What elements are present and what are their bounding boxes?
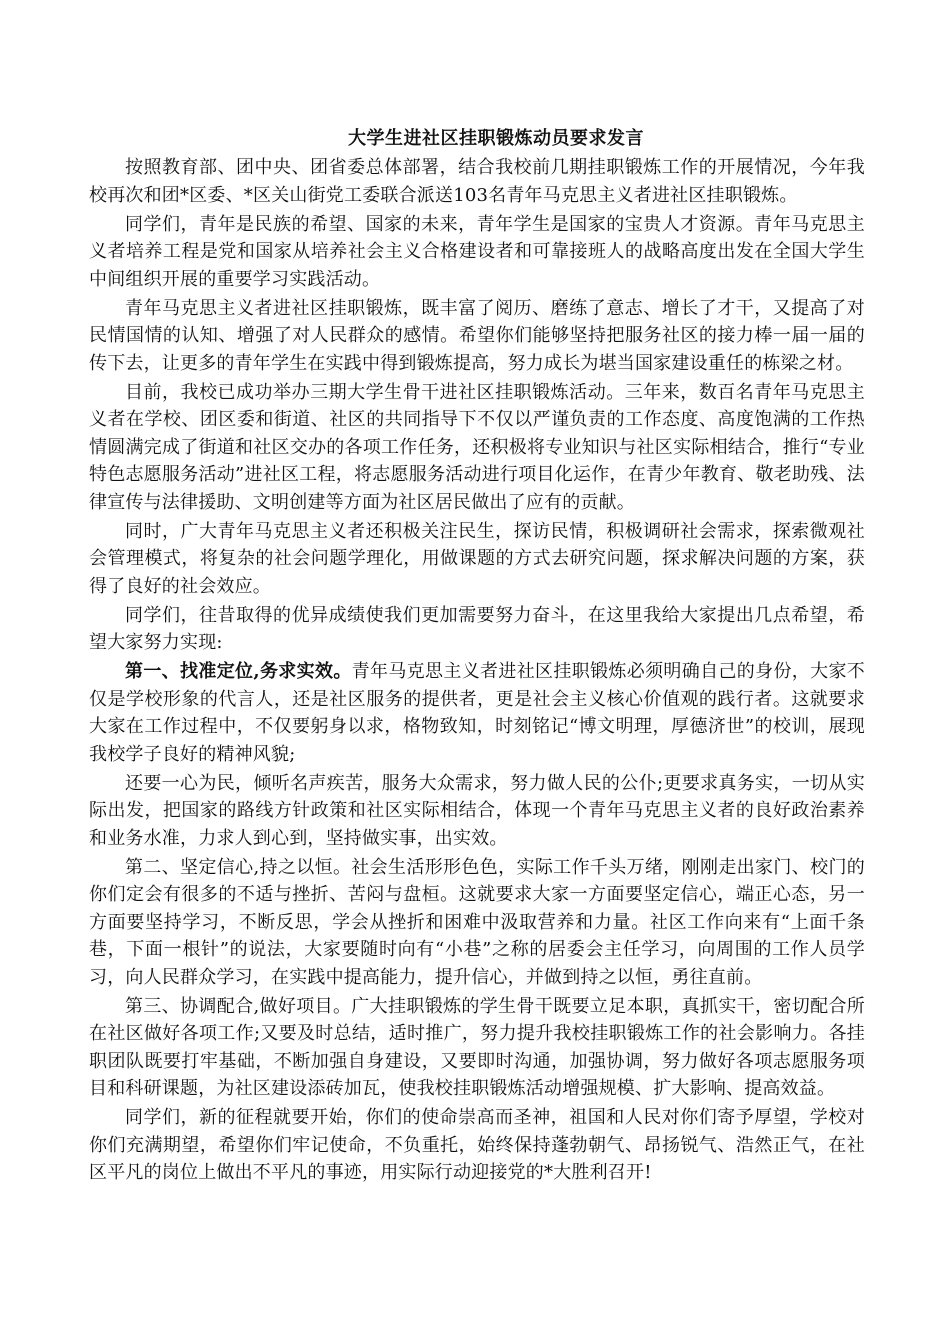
document-page [89,126,865,1188]
paragraph-7-lead: 第一、找准定位,务求实效。 [125,661,352,682]
paragraph-11 [89,1104,865,1187]
paragraph-10-text: 第三、协调配合,做好项目。广大挂职锻炼的学生骨干既要立足本职，真抓实干，密切配合所在社区做好各项工作;又要及时总结，适时推广，努力提升我校挂职锻炼工作的社会影响力。各挂职团队既要打牢基础，不断加强自身建设，又要即时沟通，加强协调，努力做好各项志愿服务项目和科研课题，为社区建设添砖加瓦，使我校挂职锻炼活动增强规模、扩大影响、提高效益。 [89,995,865,1099]
paragraph-1 [89,154,865,209]
document-title: 大学生进社区挂职锻炼动员要求发言 [348,128,644,149]
paragraph-10 [89,993,865,1103]
paragraph-3 [89,295,865,378]
paragraph-11-text: 同学们，新的征程就要开始，你们的使命崇高而圣神，祖国和人民对你们寄予厚望，学校对你们充满期望，希望你们牢记使命，不负重托，始终保持蓬勃朝气、昂扬锐气、浩然正气，在社区平凡的岗位上做出不平凡的事迹，用实际行动迎接党的*大胜利召开! [89,1107,865,1183]
paragraph-5-text: 同时，广大青年马克思主义者还积极关注民生，探访民情，积极调研社会需求，探索微观社会管理模式，将复杂的社会问题学理化，用做课题的方式去研究问题，探求解决问题的方案，获得了良好的社会效应。 [89,520,865,597]
paragraph-9 [89,854,865,992]
paragraph-8-text: 还要一心为民，倾听名声疾苦，服务大众需求，努力做人民的公仆;更要求真务实，一切从实际出发，把国家的路线方针政策和社区实际相结合，体现一个青年马克思主义者的良好政治素养和业务水准，力求人到心到，坚持做实事，出实效。 [89,772,865,849]
paragraph-7 [89,658,865,768]
paragraph-9-text: 第二、坚定信心,持之以恒。社会生活形形色色，实际工作千头万绪，刚刚走出家门、校门的你们定会有很多的不适与挫折、苦闷与盘桓。这就要求大家一方面要坚定信心，端正心态，另一方面要坚持学习，不断反思，学会从挫折和困难中汲取营养和力量。社区工作向来有“上面千条巷，下面一根针”的说法，大家要随时向有“小巷”之称的居委会主任学习，向周围的工作人员学习，向人民群众学习，在实践中提高能力，提升信心，并做到持之以恒，勇往直前。 [89,856,865,988]
paragraph-8 [89,770,865,853]
paragraph-4 [89,379,865,517]
paragraph-6 [89,602,865,657]
paragraph-5 [89,518,865,601]
paragraph-1-text: 按照教育部、团中央、团省委总体部署，结合我校前几期挂职锻炼工作的开展情况，今年我校再次和团*区委、*区关山街党工委联合派送103名青年马克思主义者进社区挂职锻炼。 [89,157,865,206]
paragraph-2-text: 同学们，青年是民族的希望、国家的未来，青年学生是国家的宝贵人才资源。青年马克思主义者培养工程是党和国家从培养社会主义合格建设者和可靠接班人的战略高度出发在全国大学生中间组织开展的重要学习实践活动。 [89,213,865,290]
paragraph-2 [89,211,865,294]
paragraph-7-text: 青年马克思主义者进社区挂职锻炼必须明确自己的身份，大家不仅是学校形象的代言人，还是社区服务的提供者，更是社会主义核心价值观的践行者。这就要求大家在工作过程中，不仅要躬身以求，格物致知，时刻铭记“博文明理，厚德济世”的校训，展现我校学子良好的精神风貌; [89,661,865,765]
paragraph-4-text: 目前，我校已成功举办三期大学生骨干进社区挂职锻炼活动。三年来，数百名青年马克思主义者在学校、团区委和街道、社区的共同指导下不仅以严谨负责的工作态度、高度饱满的工作热情圆满完成了街道和社区交办的各项工作任务，还积极将专业知识与社区实际相结合，推行“专业特色志愿服务活动”进社区工程，将志愿服务活动进行项目化运作，在青少年教育、敬老助残、法律宣传与法律援助、文明创建等方面为社区居民做出了应有的贡献。 [89,381,865,513]
paragraph-3-text: 青年马克思主义者进社区挂职锻炼，既丰富了阅历、磨练了意志、增长了才干，又提高了对民情国情的认知、增强了对人民群众的感情。希望你们能够坚持把服务社区的接力棒一届一届的传下去，让更多的青年学生在实践中得到锻炼提高，努力成长为堪当国家建设重任的栋梁之材。 [89,297,865,374]
paragraph-6-text: 同学们，往昔取得的优异成绩使我们更加需要努力奋斗，在这里我给大家提出几点希望，希望大家努力实现: [89,604,865,653]
